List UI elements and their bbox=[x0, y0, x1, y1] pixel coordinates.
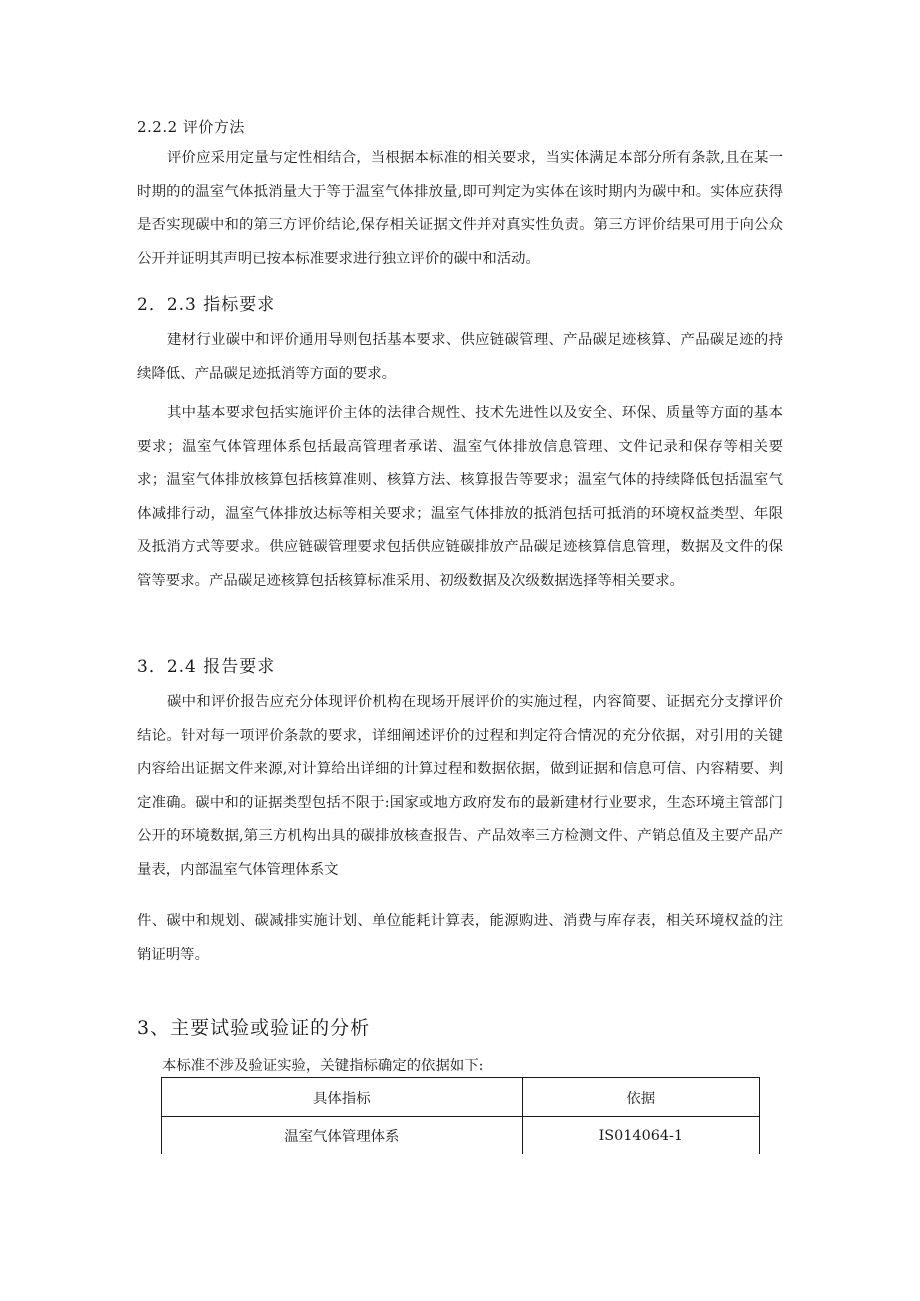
section-223-paragraph-2: 其中基本要求包括实施评价主体的法律合规性、技术先进性以及安全、环保、质量等方面的基本要求；温室气体管理体系包括最高管理者承诺、温室气体排放信息管理、文件记录和保存等相关要求；温室气体排放核算包括核算准则、核算方法、核算报告等要求；温室气体的持续降低包括温室气体减排行动，温室气体排放达标等相关要求；温室气体排放的抵消包括可抵消的环境权益类型、年限及抵消方式等要求。供应链碳管理要求包括供应链碳排放产品碳足迹核算信息管理，数据及文件的保管等要求。产品碳足迹核算包括核算标准采用、初级数据及次级数据选择等相关要求。 bbox=[137, 405, 783, 589]
section-223-heading: 2．2.3 指标要求 bbox=[137, 295, 276, 315]
section-324-paragraph-2: 件、碳中和规划、碳减排实施计划、单位能耗计算表，能源购进、消费与库存表，相关环境权益的注销证明等。 bbox=[137, 913, 783, 963]
table-header-basis: 依据 bbox=[522, 1078, 759, 1117]
table-cell-basis: IS014064-1 bbox=[522, 1117, 759, 1155]
table-cell-indicator: 温室气体管理体系 bbox=[162, 1117, 523, 1155]
section-3-heading: 3、主要试验或验证的分析 bbox=[137, 1017, 371, 1039]
section-222-heading: 2.2.2 评价方法 bbox=[137, 118, 245, 136]
basis-table bbox=[161, 1077, 760, 1154]
section-223-paragraph-1: 建材行业碳中和评价通用导则包括基本要求、供应链碳管理、产品碳足迹核算、产品碳足迹的持续降低、产品碳足迹抵消等方面的要求。 bbox=[137, 332, 783, 382]
section-222-paragraph: 评价应采用定量与定性相结合，当根据本标准的相关要求，当实体满足本部分所有条款,且在某一时期的的温室气体抵消量大于等于温室气体排放量,即可判定为实体在该时期内为碳中和。实体应获得是否实现碳中和的第三方评价结论,保存相关证据文件并对真实性负责。第三方评价结果可用于向公众公开并证明其声明已按本标准要求进行独立评价的碳中和活动。 bbox=[137, 150, 783, 267]
section-324-heading: 3．2.4 报告要求 bbox=[137, 657, 276, 677]
table-header-row bbox=[162, 1078, 760, 1117]
section-3-intro: 本标准不涉及验证实验，关键指标确定的依据如下: bbox=[162, 1058, 484, 1074]
table-row bbox=[162, 1117, 760, 1155]
section-324-paragraph-1: 碳中和评价报告应充分体现评价机构在现场开展评价的实施过程，内容简要、证据充分支撑评价结论。针对每一项评价条款的要求，详细阐述评价的过程和判定符合情况的充分依据，对引用的关键内容给出证据文件来源,对计算给出详细的计算过程和数据依据，做到证据和信息可信、内容精要、判定准确。碳中和的证据类型包括不限于:国家或地方政府发布的最新建材行业要求，生态环境主管部门公开的环境数据,第三方机构出具的碳排放核查报告、产品效率三方检测文件、产销总值及主要产品产量表，内部温室气体管理体系文 bbox=[137, 694, 783, 878]
table-header-indicator: 具体指标 bbox=[162, 1078, 523, 1117]
